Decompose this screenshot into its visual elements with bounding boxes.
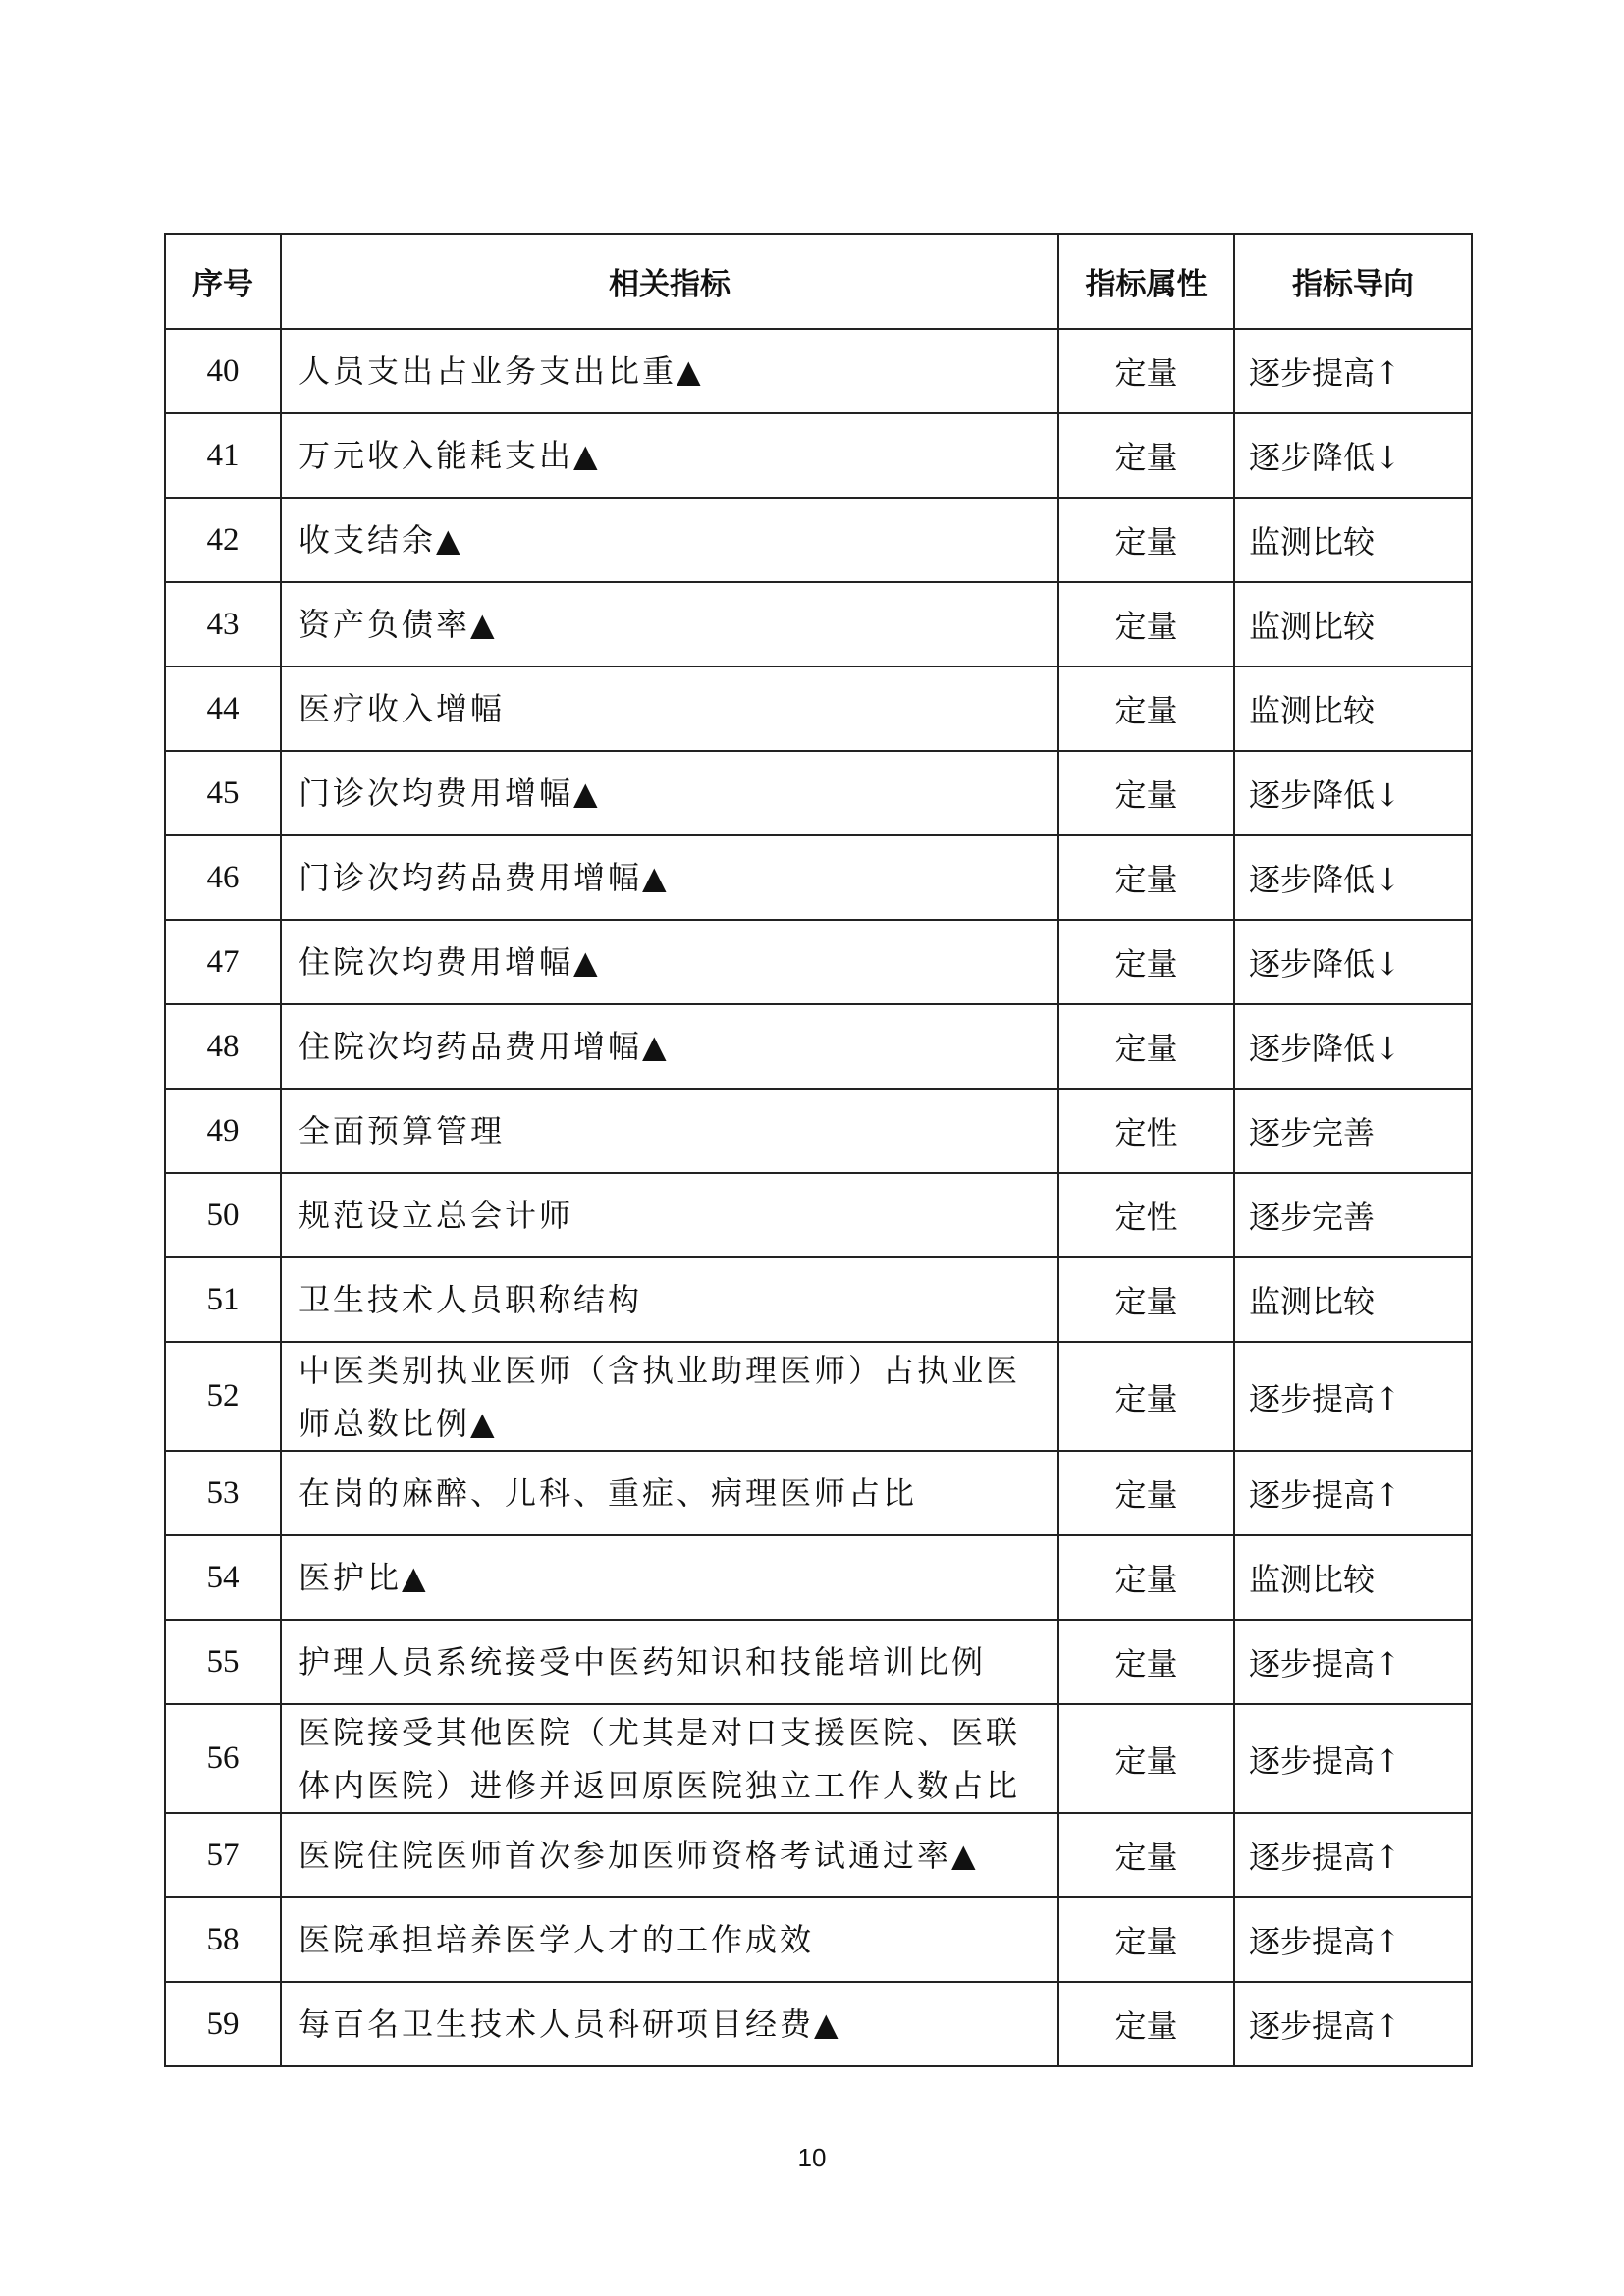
row-indicator: 住院次均药品费用增幅▲ bbox=[281, 1004, 1058, 1089]
row-indicator: 医院承担培养医学人才的工作成效 bbox=[281, 1897, 1058, 1982]
row-attribute: 定量 bbox=[1058, 835, 1234, 920]
row-number: 53 bbox=[165, 1451, 281, 1535]
row-number: 50 bbox=[165, 1173, 281, 1257]
row-attribute: 定量 bbox=[1058, 1257, 1234, 1342]
table-row bbox=[165, 1813, 1472, 1897]
row-attribute: 定量 bbox=[1058, 751, 1234, 835]
row-direction: 逐步提高↑ bbox=[1234, 329, 1472, 413]
table-row bbox=[165, 413, 1472, 498]
table-row bbox=[165, 1451, 1472, 1535]
row-number: 47 bbox=[165, 920, 281, 1004]
table-row bbox=[165, 1004, 1472, 1089]
table-row bbox=[165, 582, 1472, 667]
row-indicator: 医护比▲ bbox=[281, 1535, 1058, 1620]
row-indicator: 住院次均费用增幅▲ bbox=[281, 920, 1058, 1004]
table-row bbox=[165, 920, 1472, 1004]
row-attribute: 定量 bbox=[1058, 582, 1234, 667]
row-number: 56 bbox=[165, 1704, 281, 1813]
row-direction: 逐步降低↓ bbox=[1234, 751, 1472, 835]
row-indicator: 卫生技术人员职称结构 bbox=[281, 1257, 1058, 1342]
row-number: 43 bbox=[165, 582, 281, 667]
row-attribute: 定量 bbox=[1058, 1897, 1234, 1982]
row-direction: 逐步提高↑ bbox=[1234, 1620, 1472, 1704]
row-number: 49 bbox=[165, 1089, 281, 1173]
row-indicator: 在岗的麻醉、儿科、重症、病理医师占比 bbox=[281, 1451, 1058, 1535]
row-attribute: 定量 bbox=[1058, 920, 1234, 1004]
row-number: 51 bbox=[165, 1257, 281, 1342]
row-attribute: 定量 bbox=[1058, 1342, 1234, 1451]
row-attribute: 定量 bbox=[1058, 1451, 1234, 1535]
row-number: 44 bbox=[165, 667, 281, 751]
table-row bbox=[165, 1089, 1472, 1173]
table-header-row bbox=[165, 234, 1472, 329]
row-direction: 逐步降低↓ bbox=[1234, 413, 1472, 498]
header-attribute: 指标属性 bbox=[1058, 234, 1234, 329]
row-number: 45 bbox=[165, 751, 281, 835]
row-direction: 逐步提高↑ bbox=[1234, 1342, 1472, 1451]
row-attribute: 定量 bbox=[1058, 1535, 1234, 1620]
page-number: 10 bbox=[797, 2143, 827, 2172]
row-indicator: 人员支出占业务支出比重▲ bbox=[281, 329, 1058, 413]
row-direction: 逐步降低↓ bbox=[1234, 1004, 1472, 1089]
table-row bbox=[165, 1257, 1472, 1342]
row-indicator: 医疗收入增幅 bbox=[281, 667, 1058, 751]
row-number: 48 bbox=[165, 1004, 281, 1089]
row-direction: 监测比较 bbox=[1234, 1535, 1472, 1620]
row-direction: 逐步完善 bbox=[1234, 1173, 1472, 1257]
row-direction: 监测比较 bbox=[1234, 582, 1472, 667]
row-direction: 监测比较 bbox=[1234, 1257, 1472, 1342]
row-indicator: 万元收入能耗支出▲ bbox=[281, 413, 1058, 498]
row-number: 42 bbox=[165, 498, 281, 582]
row-attribute: 定量 bbox=[1058, 1004, 1234, 1089]
row-number: 59 bbox=[165, 1982, 281, 2066]
row-number: 46 bbox=[165, 835, 281, 920]
row-direction: 逐步提高↑ bbox=[1234, 1982, 1472, 2066]
row-attribute: 定量 bbox=[1058, 1982, 1234, 2066]
row-attribute: 定量 bbox=[1058, 413, 1234, 498]
row-number: 41 bbox=[165, 413, 281, 498]
table-row bbox=[165, 1982, 1472, 2066]
row-direction: 逐步完善 bbox=[1234, 1089, 1472, 1173]
header-indicator: 相关指标 bbox=[281, 234, 1058, 329]
table-row bbox=[165, 1535, 1472, 1620]
row-number: 57 bbox=[165, 1813, 281, 1897]
row-number: 40 bbox=[165, 329, 281, 413]
row-number: 52 bbox=[165, 1342, 281, 1451]
row-indicator: 医院接受其他医院（尤其是对口支援医院、医联体内医院）进修并返回原医院独立工作人数占比 bbox=[281, 1704, 1058, 1813]
row-direction: 逐步降低↓ bbox=[1234, 920, 1472, 1004]
table-row bbox=[165, 1897, 1472, 1982]
table-row bbox=[165, 667, 1472, 751]
table-row bbox=[165, 1704, 1472, 1813]
table-row bbox=[165, 1173, 1472, 1257]
table-row bbox=[165, 751, 1472, 835]
row-indicator: 中医类别执业医师（含执业助理医师）占执业医师总数比例▲ bbox=[281, 1342, 1058, 1451]
row-direction: 监测比较 bbox=[1234, 667, 1472, 751]
row-indicator: 全面预算管理 bbox=[281, 1089, 1058, 1173]
row-direction: 逐步提高↑ bbox=[1234, 1704, 1472, 1813]
row-indicator: 收支结余▲ bbox=[281, 498, 1058, 582]
row-direction: 监测比较 bbox=[1234, 498, 1472, 582]
row-attribute: 定性 bbox=[1058, 1173, 1234, 1257]
row-attribute: 定量 bbox=[1058, 329, 1234, 413]
row-indicator: 规范设立总会计师 bbox=[281, 1173, 1058, 1257]
row-indicator: 门诊次均药品费用增幅▲ bbox=[281, 835, 1058, 920]
row-indicator: 门诊次均费用增幅▲ bbox=[281, 751, 1058, 835]
header-direction: 指标导向 bbox=[1234, 234, 1472, 329]
row-indicator: 资产负债率▲ bbox=[281, 582, 1058, 667]
row-attribute: 定量 bbox=[1058, 1620, 1234, 1704]
row-direction: 逐步提高↑ bbox=[1234, 1813, 1472, 1897]
row-number: 54 bbox=[165, 1535, 281, 1620]
row-direction: 逐步降低↓ bbox=[1234, 835, 1472, 920]
row-number: 58 bbox=[165, 1897, 281, 1982]
row-attribute: 定量 bbox=[1058, 1704, 1234, 1813]
table-row bbox=[165, 835, 1472, 920]
table-row bbox=[165, 1620, 1472, 1704]
row-attribute: 定量 bbox=[1058, 667, 1234, 751]
table-row bbox=[165, 329, 1472, 413]
row-attribute: 定量 bbox=[1058, 1813, 1234, 1897]
row-number: 55 bbox=[165, 1620, 281, 1704]
row-direction: 逐步提高↑ bbox=[1234, 1897, 1472, 1982]
header-no: 序号 bbox=[165, 234, 281, 329]
row-indicator: 医院住院医师首次参加医师资格考试通过率▲ bbox=[281, 1813, 1058, 1897]
row-indicator: 护理人员系统接受中医药知识和技能培训比例 bbox=[281, 1620, 1058, 1704]
table-row bbox=[165, 498, 1472, 582]
indicator-table bbox=[164, 233, 1473, 2067]
table-row bbox=[165, 1342, 1472, 1451]
row-attribute: 定量 bbox=[1058, 498, 1234, 582]
row-attribute: 定性 bbox=[1058, 1089, 1234, 1173]
row-direction: 逐步提高↑ bbox=[1234, 1451, 1472, 1535]
row-indicator: 每百名卫生技术人员科研项目经费▲ bbox=[281, 1982, 1058, 2066]
